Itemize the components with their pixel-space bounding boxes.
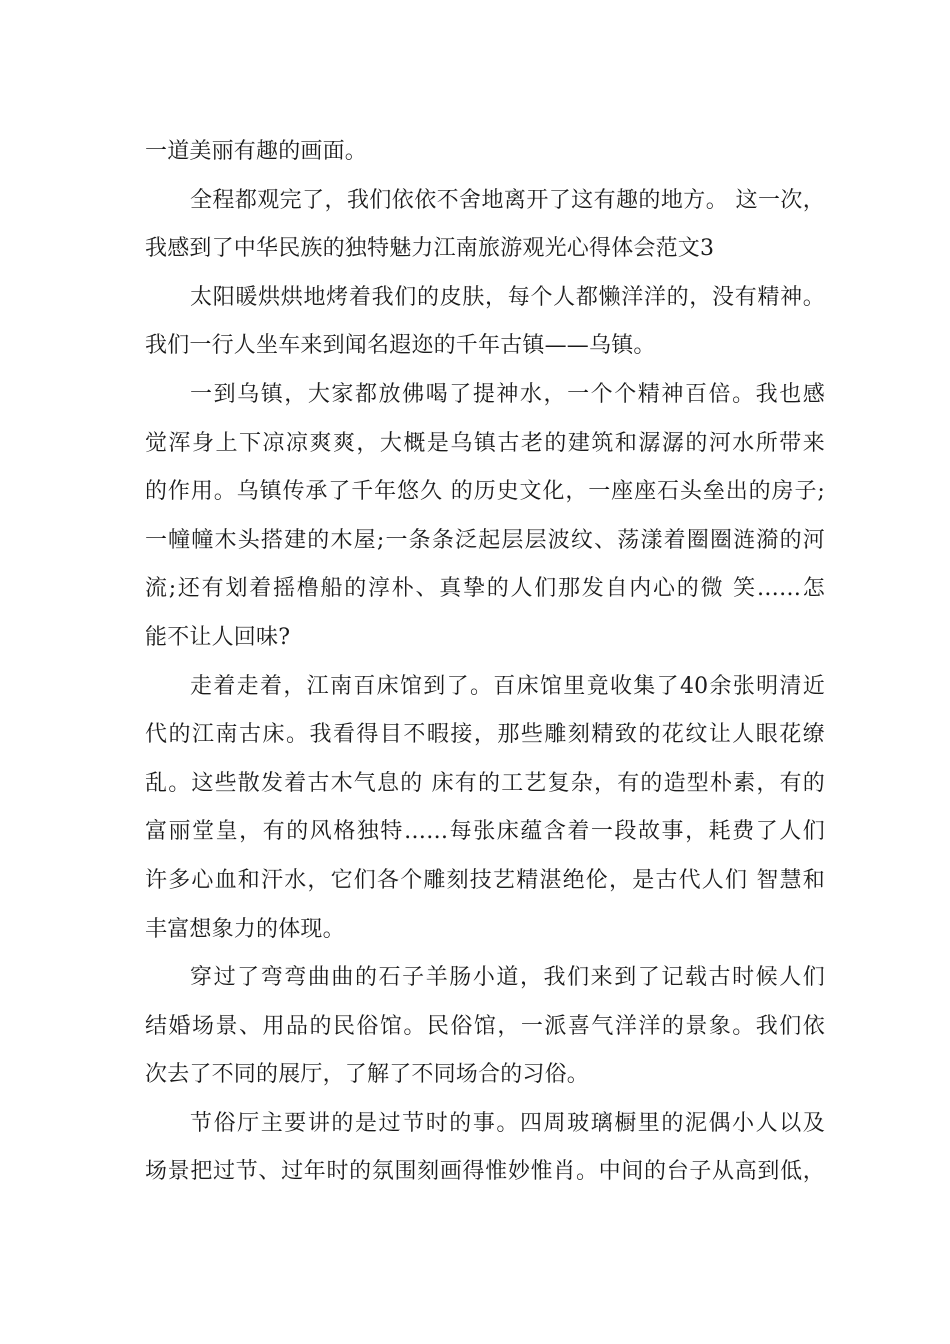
text-line: 乱。这些散发着古木气息的 床有的工艺复杂，有的造型朴素，有的 bbox=[145, 770, 825, 796]
text-line: 我们一行人坐车来到闻名遐迩的千年古镇——乌镇。 bbox=[145, 333, 656, 359]
text-line: 结婚场景、用品的民俗馆。民俗馆，一派喜气洋洋的景象。我们依 bbox=[145, 1013, 825, 1039]
text-line: 的作用。乌镇传承了千年悠久 的历史文化，一座座石头垒出的房子; bbox=[145, 479, 825, 505]
text-line: 全程都观完了，我们依依不舍地离开了这有趣的地方。 这一次， bbox=[190, 187, 825, 213]
text-line: 穿过了弯弯曲曲的石子羊肠小道，我们来到了记载古时候人们 bbox=[190, 965, 825, 991]
document-body bbox=[145, 128, 825, 1197]
text-line: 一道美丽有趣的画面。 bbox=[145, 139, 368, 164]
text-line: 场景把过节、过年时的氛围刻画得惟妙惟肖。中间的台子从高到低， bbox=[145, 1159, 825, 1185]
text-line: 代的江南古床。我看得目不暇接，那些雕刻精致的花纹让人眼花缭 bbox=[145, 722, 825, 748]
text-line: 太阳暖烘烘地烤着我们的皮肤，每个人都懒洋洋的，没有精神。 bbox=[190, 284, 825, 310]
text-line: 一幢幢木头搭建的木屋;一条条泛起层层波纹、荡漾着圈圈涟漪的河 bbox=[145, 527, 825, 553]
text-line: 我感到了中华民族的独特魅力江南旅游观光心得体会范文3 bbox=[145, 236, 715, 262]
text-line: 走着走着，江南百床馆到了。百床馆里竟收集了40余张明清近 bbox=[190, 673, 825, 699]
text-line: 丰富想象力的体现。 bbox=[145, 916, 345, 942]
text-line: 节俗厅主要讲的是过节时的事。四周玻璃橱里的泥偶小人以及 bbox=[190, 1110, 825, 1136]
text-line: 一到乌镇，大家都放佛喝了提神水，一个个精神百倍。我也感 bbox=[190, 381, 825, 407]
text-line: 觉浑身上下凉凉爽爽，大概是乌镇古老的建筑和潺潺的河水所带来 bbox=[145, 430, 825, 456]
text-line: 流;还有划着摇橹船的淳朴、真挚的人们那发自内心的微 笑……怎 bbox=[145, 576, 825, 602]
text-line: 许多心血和汗水，它们各个雕刻技艺精湛绝伦，是古代人们 智慧和 bbox=[145, 867, 825, 893]
text-line: 能不让人回味? bbox=[145, 624, 291, 650]
text-line: 次去了不同的展厅，了解了不同场合的习俗。 bbox=[145, 1062, 590, 1088]
text-line: 富丽堂皇，有的风格独特……每张床蕴含着一段故事，耗费了人们 bbox=[145, 819, 825, 845]
